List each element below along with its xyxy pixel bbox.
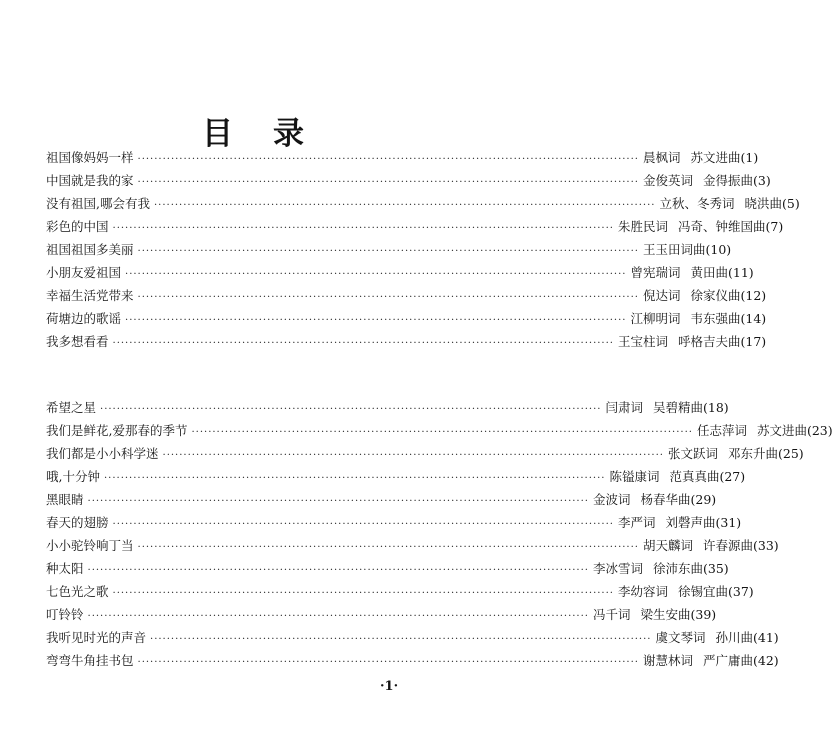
toc-entry-composer-name: 呼格吉夫曲	[677, 333, 741, 349]
toc-entry-page: 1	[745, 149, 754, 165]
toc-entry-composer: 苏文进曲(1)	[690, 149, 759, 165]
toc-entry-title: 小朋友爱祖国	[46, 264, 122, 280]
toc-entry-lyricist: 李严词	[617, 514, 656, 530]
toc-entry-composer: 严广庸曲(42)	[702, 652, 779, 668]
toc-entry-page: 12	[745, 287, 762, 303]
toc-entry-title: 黑眼睛	[46, 491, 84, 507]
toc-entry-composer: 苏文进曲(23)	[756, 422, 833, 438]
page-title-char-1: 目	[202, 116, 233, 152]
toc-entry-composer-name: 晓洪曲	[744, 195, 782, 211]
toc-entry-composer-name: 徐家仪曲	[690, 287, 741, 303]
toc-entry	[46, 145, 759, 168]
toc-entry	[46, 556, 729, 579]
toc-entry-composer: 梁生安曲(39)	[640, 606, 717, 622]
toc-entry-lyricist: 李冰雪词	[592, 560, 643, 576]
toc-leader-dots: ........................................................................................................................	[103, 470, 606, 481]
toc-entry-page: 3	[757, 172, 766, 188]
toc-entry-page: 18	[707, 399, 724, 415]
toc-entry-title: 叮铃铃	[46, 606, 84, 622]
toc-entry-lyricist: 张文跃词	[667, 445, 718, 461]
toc-entry-lyricist: 冯千词	[592, 606, 631, 622]
toc-entry-lyricist: 陈镒康词	[609, 468, 660, 484]
toc-entry	[46, 395, 729, 418]
toc-entry-composer: 孙川曲(41)	[715, 629, 779, 645]
toc-entry-page: 35	[707, 560, 724, 576]
toc-entry-composer-name: 冯奇、钟维国曲	[677, 218, 766, 234]
toc-leader-dots: ........................................................................................................................	[112, 516, 614, 527]
toc-entry	[46, 441, 804, 464]
toc-entry-page: 23	[811, 422, 828, 438]
toc-entry	[46, 214, 784, 237]
toc-entry-lyricist: 胡天麟词	[642, 537, 693, 553]
toc-entry-composer-name: 严广庸曲	[702, 652, 753, 668]
toc-entry-composer: 王玉田词曲(10)	[642, 241, 732, 257]
toc-entry-composer-name: 吴碧精曲	[652, 399, 703, 415]
toc-entry	[46, 625, 779, 648]
toc-entry	[46, 283, 767, 306]
toc-entry-composer-name: 孙川曲	[715, 629, 753, 645]
toc-entry-page: 10	[710, 241, 727, 257]
toc-entry-page: 27	[724, 468, 741, 484]
toc-entry-page: 7	[770, 218, 779, 234]
toc-entry-composer: 徐锡宜曲(37)	[677, 583, 754, 599]
toc-entry-title: 我听见时光的声音	[46, 629, 147, 645]
toc-entry-composer-name: 黄田曲	[690, 264, 728, 280]
toc-entry-composer: 吴碧精曲(18)	[652, 399, 729, 415]
toc-entry-composer: 晓洪曲(5)	[744, 195, 800, 211]
toc-entry-page: 5	[786, 195, 795, 211]
toc-leader-dots: ........................................................................................................................	[112, 220, 614, 231]
toc-entry-page: 29	[695, 491, 712, 507]
toc-entry-page: 42	[757, 652, 774, 668]
toc-entry-composer-name: 刘磬声曲	[665, 514, 716, 530]
toc-entry-composer-name: 金得振曲	[702, 172, 753, 188]
page-number: ·1·	[380, 679, 399, 694]
toc-entry-lyricist: 闫肃词	[605, 399, 643, 415]
toc-entry-page: 37	[732, 583, 749, 599]
toc-leader-dots: ........................................................................................................................	[153, 197, 656, 208]
toc-entry	[46, 191, 800, 214]
toc-entry-composer-name: 邓东升曲	[727, 445, 778, 461]
toc-leader-dots: ........................................................................................................................	[137, 539, 639, 550]
toc-entry-lyricist: 金波词	[592, 491, 631, 507]
toc-entry-page: 33	[757, 537, 774, 553]
toc-leader-dots: ........................................................................................................................	[125, 312, 627, 323]
toc-entry-composer-name: 徐沛东曲	[652, 560, 703, 576]
toc-entry	[46, 418, 833, 441]
toc-entry	[46, 464, 746, 487]
toc-entry-title: 彩色的中国	[46, 218, 109, 234]
toc-entry-lyricist: 曾宪瑞词	[630, 264, 681, 280]
toc-leader-dots: ........................................................................................................................	[112, 335, 614, 346]
toc-leader-dots: ........................................................................................................................	[87, 562, 589, 573]
toc-entry-title: 哦,十分钟	[46, 468, 100, 484]
toc-entry	[46, 648, 779, 671]
toc-entry-composer: 黄田曲(11)	[690, 264, 754, 280]
toc-entry	[46, 237, 732, 260]
toc-entry-composer-name: 许春源曲	[702, 537, 753, 553]
toc-entry-page: 31	[720, 514, 737, 530]
toc-entry-lyricist: 虞文琴词	[655, 629, 706, 645]
toc-entry-lyricist: 谢慧林词	[642, 652, 693, 668]
toc-entry-title: 七色光之歌	[46, 583, 109, 599]
toc-entry-page: 25	[782, 445, 799, 461]
toc-leader-dots: ........................................................................................................................	[137, 151, 639, 162]
toc-entry	[46, 602, 717, 625]
toc-entry-lyricist: 王宝柱词	[617, 333, 668, 349]
toc-leader-dots: ........................................................................................................................	[137, 289, 639, 300]
toc-leader-dots: ........................................................................................................................	[87, 608, 589, 619]
toc-entry-composer: 韦东强曲(14)	[690, 310, 767, 326]
toc-entry-composer-name: 苏文进曲	[690, 149, 741, 165]
toc-entry-title: 种太阳	[46, 560, 84, 576]
toc-entry-composer: 许春源曲(33)	[702, 537, 779, 553]
toc-entry-composer: 徐家仪曲(12)	[690, 287, 767, 303]
toc-entry-lyricist: 李幼容词	[617, 583, 668, 599]
toc-entry	[46, 533, 779, 556]
toc-entry	[46, 487, 717, 510]
toc-entry-composer: 范真真曲(27)	[669, 468, 746, 484]
toc-entry-composer-name: 苏文进曲	[756, 422, 807, 438]
toc-leader-dots: ........................................................................................................................	[162, 447, 664, 458]
toc-leader-dots: ........................................................................................................................	[125, 266, 627, 277]
toc-entry-page: 39	[695, 606, 712, 622]
toc-entry-composer: 冯奇、钟维国曲(7)	[677, 218, 784, 234]
toc-leader-dots: ........................................................................................................................	[87, 493, 589, 504]
toc-entry-title: 弯弯牛角挂书包	[46, 652, 134, 668]
toc-entry-composer: 金得振曲(3)	[702, 172, 771, 188]
toc-leader-dots: ........................................................................................................................	[191, 424, 693, 435]
page-title-char-2: 录	[273, 116, 304, 152]
toc-entry-title: 祖国祖国多美丽	[46, 241, 134, 257]
toc-section-2	[46, 395, 833, 671]
toc-entry-composer: 徐沛东曲(35)	[652, 560, 729, 576]
toc-entry	[46, 168, 771, 191]
toc-entry	[46, 510, 742, 533]
toc-entry-lyricist: 金俊英词	[642, 172, 693, 188]
toc-section-1	[46, 145, 800, 352]
toc-entry-title: 祖国像妈妈一样	[46, 149, 134, 165]
toc-leader-dots: ........................................................................................................................	[137, 174, 639, 185]
toc-entry-composer: 杨春华曲(29)	[640, 491, 717, 507]
toc-entry-page: 17	[745, 333, 762, 349]
toc-entry-lyricist: 朱胜民词	[617, 218, 668, 234]
toc-entry-page: 14	[745, 310, 762, 326]
toc-entry-page: 41	[757, 629, 774, 645]
toc-entry-title: 没有祖国,哪会有我	[46, 195, 150, 211]
toc-entry-lyricist: 立秋、冬秀词	[659, 195, 735, 211]
toc-leader-dots: ........................................................................................................................	[112, 585, 614, 596]
toc-leader-dots: ........................................................................................................................	[137, 243, 639, 254]
toc-entry-composer-name: 杨春华曲	[640, 491, 691, 507]
toc-entry-page: 11	[732, 264, 749, 280]
toc-leader-dots: ........................................................................................................................	[100, 401, 602, 412]
toc-entry-composer-name: 王玉田词曲	[642, 241, 706, 257]
toc-entry	[46, 579, 754, 602]
toc-entry	[46, 260, 754, 283]
toc-entry-title: 中国就是我的家	[46, 172, 134, 188]
toc-entry-composer: 刘磬声曲(31)	[665, 514, 742, 530]
toc-entry	[46, 306, 767, 329]
toc-entry-title: 荷塘边的歌谣	[46, 310, 122, 326]
toc-entry-title: 我多想看看	[46, 333, 109, 349]
toc-entry	[46, 329, 767, 352]
toc-entry-lyricist: 晨枫词	[642, 149, 681, 165]
toc-entry-title: 春天的翅膀	[46, 514, 109, 530]
toc-entry-composer-name: 韦东强曲	[690, 310, 741, 326]
toc-entry-lyricist: 倪达词	[642, 287, 681, 303]
toc-entry-composer-name: 梁生安曲	[640, 606, 691, 622]
toc-leader-dots: ........................................................................................................................	[137, 654, 639, 665]
toc-entry-composer-name: 范真真曲	[669, 468, 720, 484]
toc-entry-composer-name: 徐锡宜曲	[677, 583, 728, 599]
toc-entry-title: 幸福生活党带来	[46, 287, 134, 303]
toc-entry-composer: 呼格吉夫曲(17)	[677, 333, 767, 349]
toc-entry-composer: 邓东升曲(25)	[727, 445, 804, 461]
toc-entry-title: 小小驼铃响丁当	[46, 537, 134, 553]
toc-leader-dots: ........................................................................................................................	[150, 631, 652, 642]
toc-entry-title: 希望之星	[46, 399, 97, 415]
toc-entry-title: 我们是鲜花,爱那春的季节	[46, 422, 188, 438]
toc-entry-lyricist: 任志萍词	[696, 422, 747, 438]
toc-entry-lyricist: 江柳明词	[630, 310, 681, 326]
toc-entry-title: 我们都是小小科学迷	[46, 445, 159, 461]
